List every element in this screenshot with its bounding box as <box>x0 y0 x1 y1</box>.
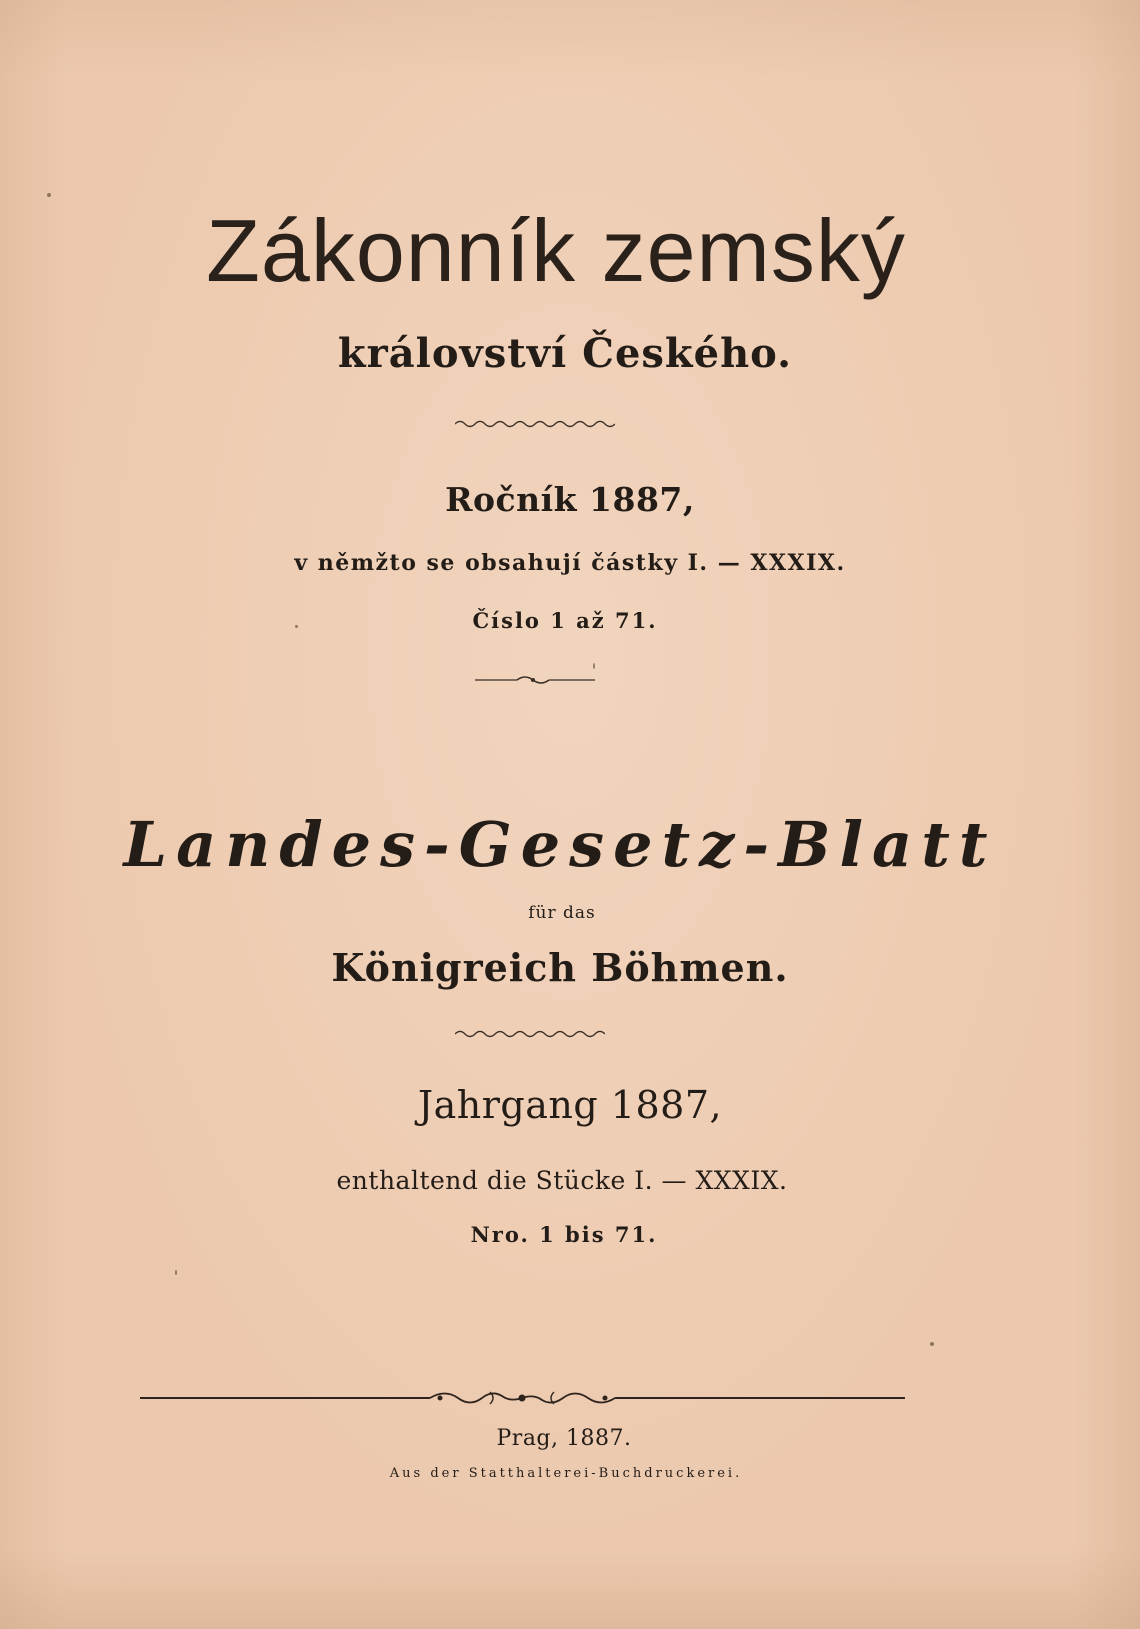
paper-speck <box>930 1342 934 1346</box>
czech-title: Zákonník zemský <box>206 201 906 300</box>
paper-speck <box>175 1270 177 1275</box>
czech-subtitle: království Českého. <box>337 330 793 377</box>
imprint-place-year: Prag, 1887. <box>496 1426 632 1451</box>
german-numbers: Nro. 1 bis 71. <box>470 1222 658 1247</box>
imprint-printer: Aus der Statthalterei-Buchdruckerei. <box>389 1466 743 1481</box>
german-title: Landes-Gesetz-Blatt <box>123 808 997 881</box>
wavy-rule-ornament <box>455 1028 605 1040</box>
flourish-ornament <box>475 672 595 688</box>
german-contents: enthaltend die Stücke I. — XXXIX. <box>336 1166 788 1195</box>
czech-numbers: Číslo 1 až 71. <box>472 608 658 633</box>
german-kingdom: Königreich Böhmen. <box>331 945 789 990</box>
czech-year: Ročník 1887, <box>445 480 695 519</box>
paper-speck <box>593 663 595 669</box>
czech-contents: v němžto se obsahují částky I. — XXXIX. <box>294 550 846 576</box>
paper-speck <box>47 193 51 197</box>
wavy-rule-ornament <box>455 418 615 430</box>
german-fuer-das: für das <box>528 903 596 923</box>
german-year: Jahrgang 1887, <box>417 1083 723 1127</box>
imprint-rule-ornament <box>140 1386 905 1410</box>
